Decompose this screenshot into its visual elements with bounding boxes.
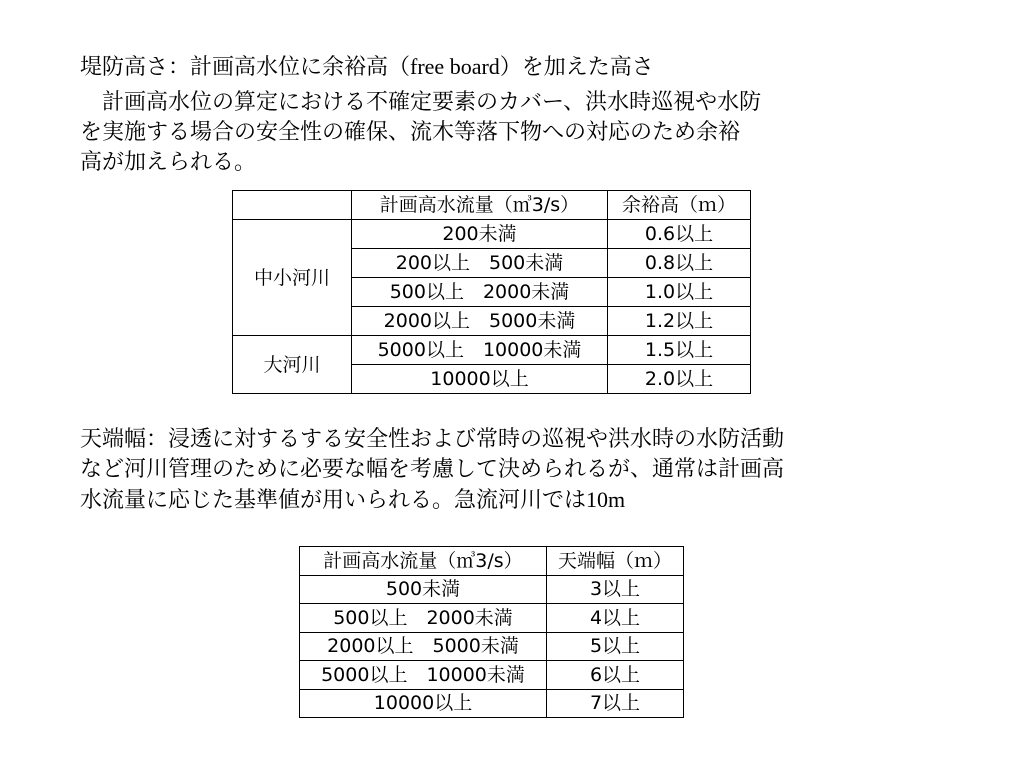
table-row	[233, 336, 751, 365]
table-row	[300, 632, 684, 661]
table-row	[300, 575, 684, 604]
crown-width-tail: 10m	[586, 487, 626, 512]
flow-cell: 5000以上 10000未満	[300, 661, 547, 690]
crown-width-text: 天端幅：浸透に対するする安全性および常時の巡視や洪水時の水防活動 など河川管理のために必要な幅を考慮して決められるが、通常は計画高 水流量に応じた基準値が用いられる。急流河川では	[80, 427, 785, 513]
freeboard-cell: 1.0以上	[608, 278, 751, 307]
group-cell-small-rivers: 中小河川	[233, 220, 352, 336]
freeboard-heading-paren: （free board）	[388, 54, 522, 79]
table-header-row	[300, 547, 684, 576]
flow-cell: 2000以上 5000未満	[300, 632, 547, 661]
table-row	[300, 604, 684, 633]
flow-cell: 500以上 2000未満	[352, 278, 608, 307]
crown-width-cell: 5以上	[547, 632, 684, 661]
freeboard-description: 計画高水位の算定における不確定要素のカバー、洪水時巡視や水防 を実施する場合の安全性の確保、流木等落下物への対応のため余裕 高が加えられる。	[80, 90, 762, 175]
crown-width-description	[80, 425, 980, 516]
header-cell-freeboard: 余裕高（ｍ）	[608, 191, 751, 220]
crown-width-cell: 7以上	[547, 689, 684, 718]
freeboard-cell: 1.2以上	[608, 307, 751, 336]
freeboard-heading-rest: を加えた高さ	[521, 55, 654, 80]
freeboard-cell: 0.8以上	[608, 249, 751, 278]
flow-cell: 10000以上	[352, 365, 608, 394]
flow-cell: 200以上 500未満	[352, 249, 608, 278]
group-cell-large-rivers: 大河川	[233, 336, 352, 394]
table-row	[300, 689, 684, 718]
crown-width-cell: 4以上	[547, 604, 684, 633]
flow-cell: 2000以上 5000未満	[352, 307, 608, 336]
flow-cell: 5000以上 10000未満	[352, 336, 608, 365]
flow-cell: 500未満	[300, 575, 547, 604]
freeboard-heading	[80, 52, 960, 83]
table-row	[233, 220, 751, 249]
flow-cell: 500以上 2000未満	[300, 604, 547, 633]
freeboard-cell: 1.5以上	[608, 336, 751, 365]
flow-cell: 10000以上	[300, 689, 547, 718]
header-cell-blank	[233, 191, 352, 220]
table-header-row	[233, 191, 751, 220]
flow-cell: 200未満	[352, 220, 608, 249]
freeboard-cell: 0.6以上	[608, 220, 751, 249]
header-cell-crown-width: 天端幅（ｍ）	[547, 547, 684, 576]
crown-width-cell: 3以上	[547, 575, 684, 604]
freeboard-cell: 2.0以上	[608, 365, 751, 394]
crown-width-cell: 6以上	[547, 661, 684, 690]
table-row	[300, 661, 684, 690]
crown-width-table	[299, 546, 684, 718]
freeboard-table	[232, 190, 751, 394]
header-cell-flow: 計画高水流量（㎥3/s）	[352, 191, 608, 220]
freeboard-heading-label: 堤防高さ：計画高水位に余裕高	[80, 55, 389, 80]
header-cell-flow: 計画高水流量（㎥3/s）	[300, 547, 547, 576]
